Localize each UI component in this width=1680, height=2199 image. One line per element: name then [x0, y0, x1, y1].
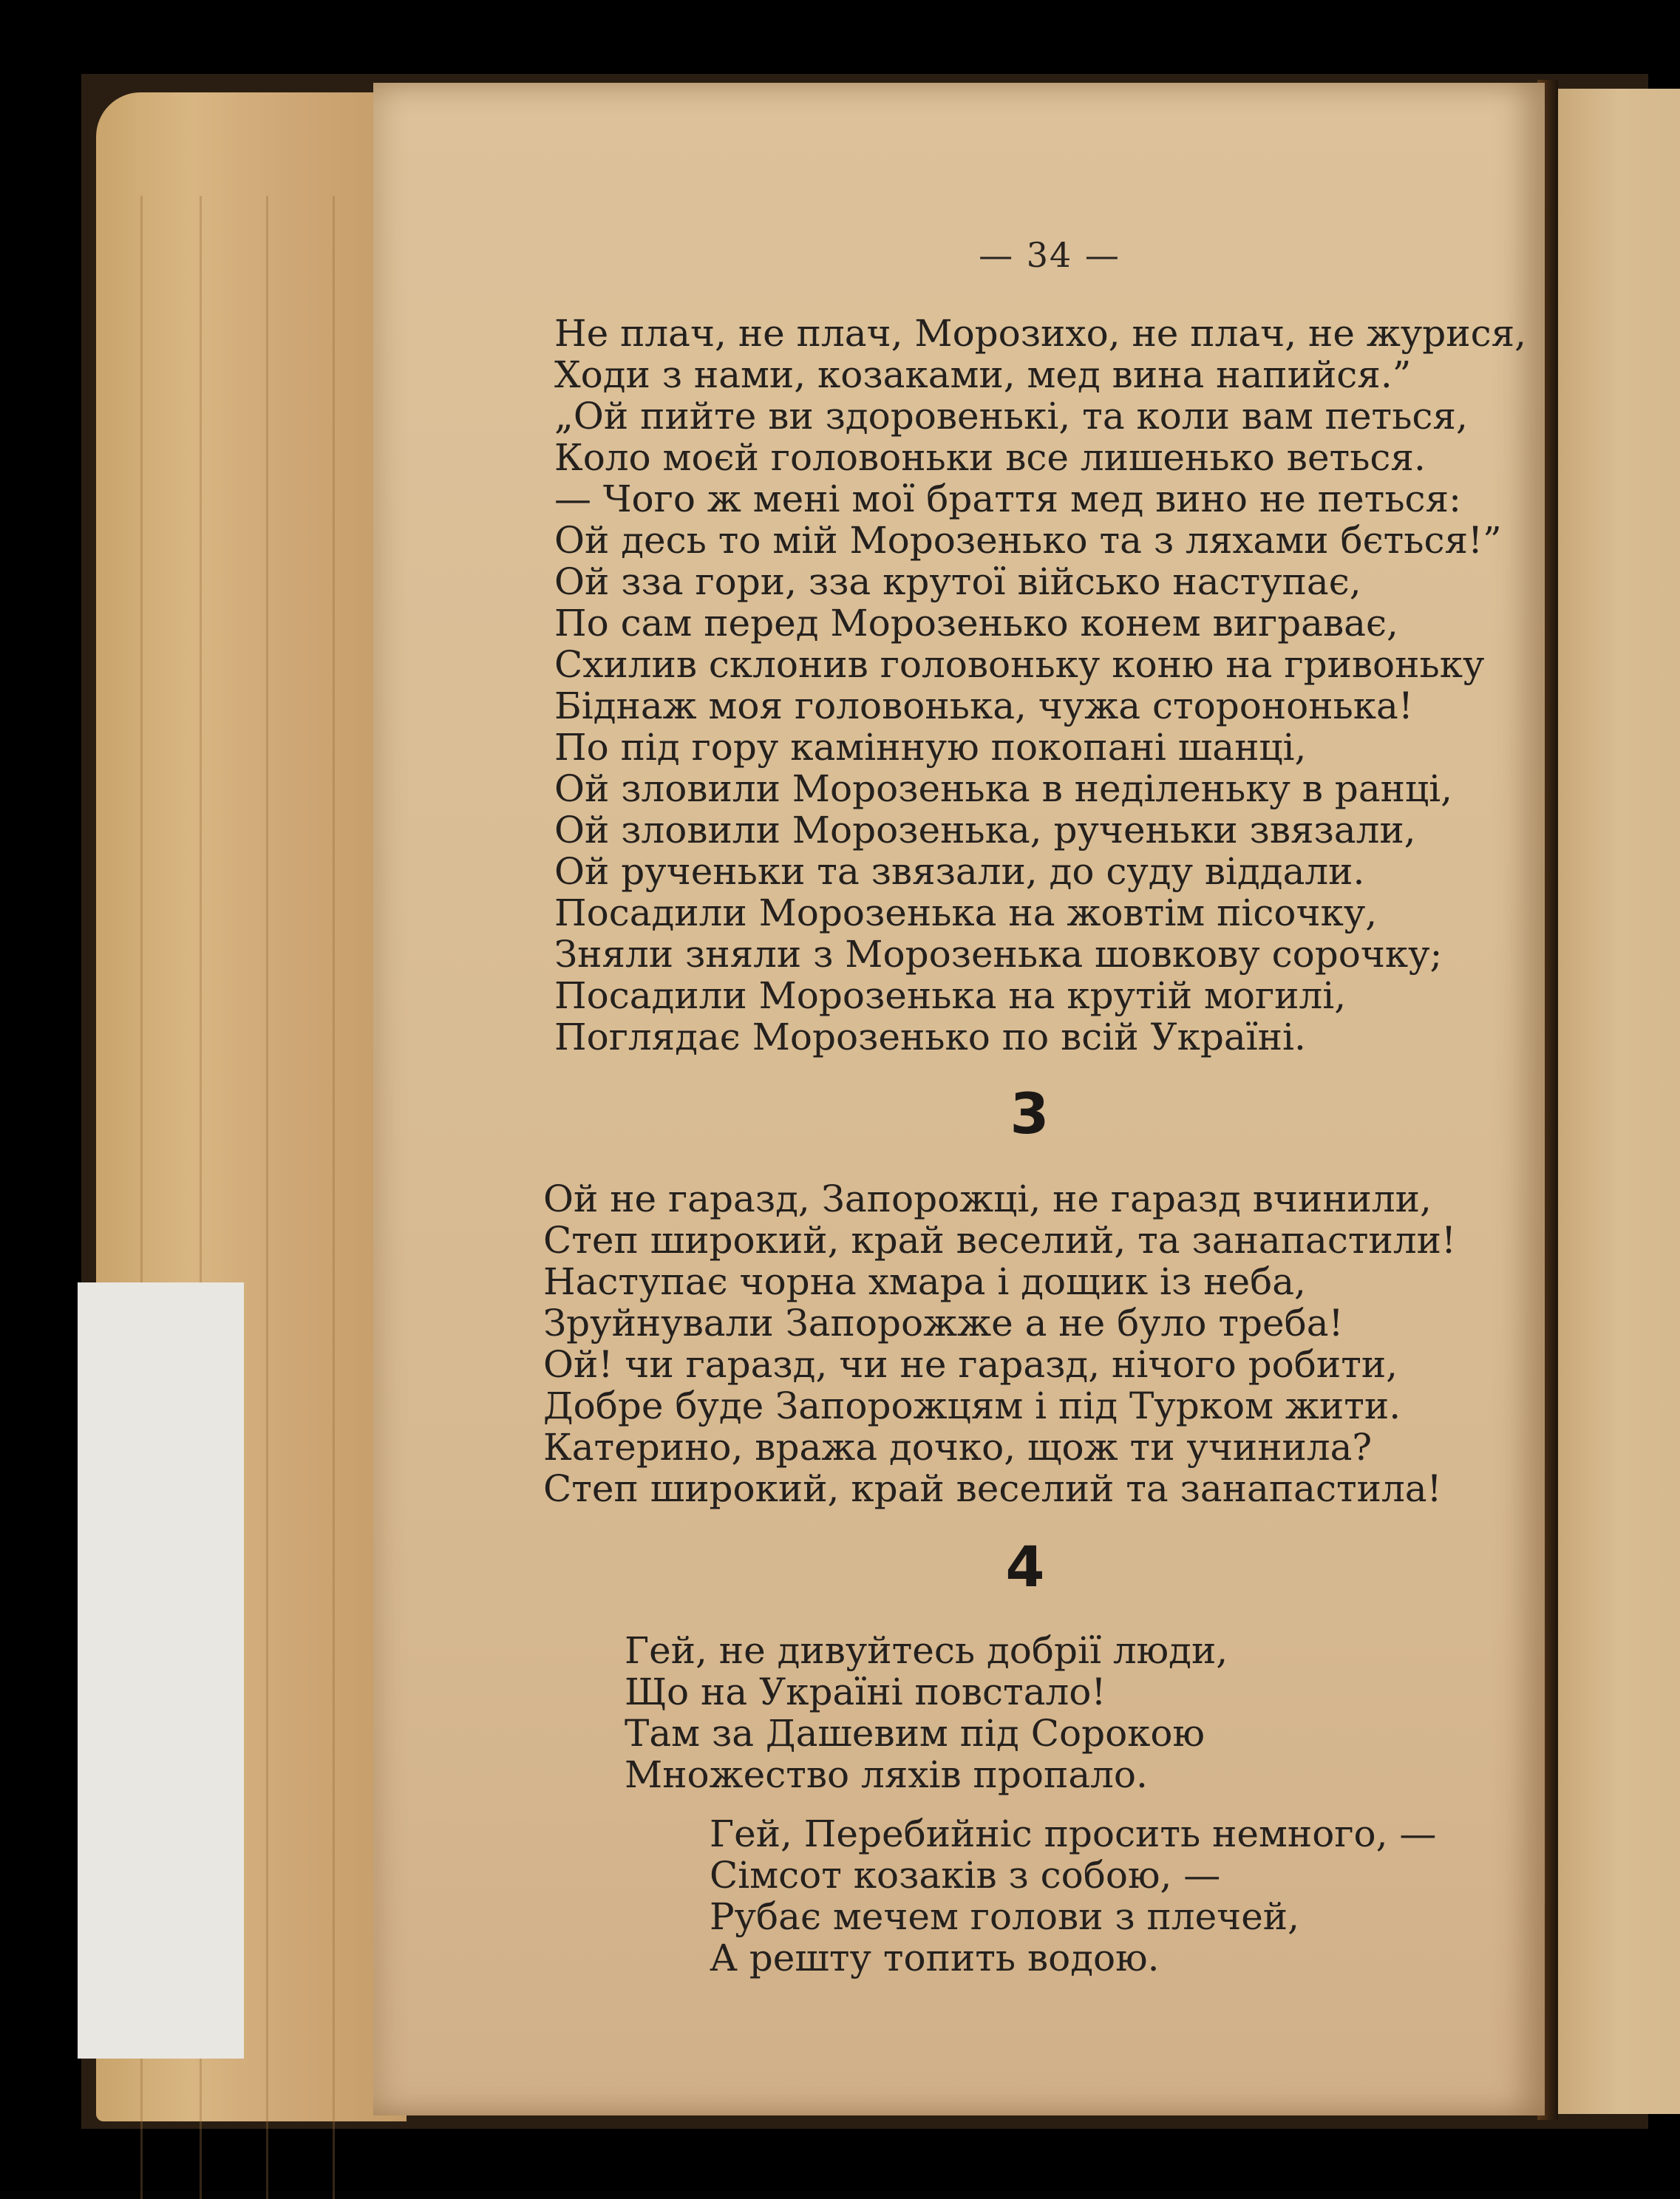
verse-line: Посадили Морозенька на крутій могилі,	[554, 974, 1347, 1017]
verse-line: Ой рученьки та звязали, до суду віддали.	[554, 850, 1365, 893]
verse-line: Сімсот козаків з собою, —	[710, 1854, 1221, 1897]
verse-line: А решту топить водою.	[710, 1937, 1160, 1979]
verse-line: Поглядає Морозенько по всій Україні.	[554, 1016, 1306, 1058]
paper-slip	[78, 1282, 244, 2059]
song-heading-4: 4	[1005, 1534, 1045, 1600]
verse-line: Там за Дашевим під Сорокою	[625, 1712, 1205, 1755]
verse-line: Ходи з нами, козаками, мед вина напийся.”	[554, 353, 1412, 396]
verse-line: Наступає чорна хмара і дощик із неба,	[543, 1260, 1306, 1303]
verse-line: Посадили Морозенька на жовтім пісочку,	[554, 891, 1378, 934]
verse-line: Степ широкий, край веселий, та занапастили!	[543, 1219, 1457, 1262]
page-edge-line	[266, 196, 268, 2199]
verse-line: Ой десь то мій Морозенько та з ляхами бється!”	[554, 519, 1502, 562]
verse-line: Ой не гаразд, Запорожці, не гаразд вчинили,	[543, 1177, 1432, 1220]
song-heading-3: 3	[1010, 1081, 1050, 1146]
verse-line: Катерино, вража дочко, щож ти учинила?	[543, 1426, 1373, 1469]
verse-line: Зняли зняли з Морозенька шовкову сорочку;	[554, 933, 1443, 976]
verse-line: — Чого ж мені мої браття мед вино не петься:	[554, 477, 1461, 520]
verse-line: По сам перед Морозенько конем виграває,	[554, 602, 1398, 645]
verse-line: Добре буде Запорожцям і під Турком жити.	[543, 1384, 1401, 1427]
page-number: — 34 —	[979, 235, 1120, 275]
stanza-song-3	[543, 1178, 1456, 1509]
verse-line: Ой зза гори, зза крутої військо наступає,	[554, 560, 1361, 603]
verse-line: Ой! чи гаразд, чи не гаразд, нічого робити,	[543, 1343, 1398, 1386]
stanza-song-4-first	[625, 1630, 1228, 1795]
verse-line: Рубає мечем голови з плечей,	[710, 1895, 1300, 1938]
page-edge-line	[333, 196, 335, 2199]
verse-line: Ой зловили Морозенька, рученьки звязали,	[554, 809, 1416, 852]
verse-line: „Ой пийте ви здоровенькі, та коли вам петься,	[554, 395, 1468, 438]
verse-line: Схилив склонив головоньку коню на гривоньку	[554, 643, 1485, 686]
verse-line: Ой зловили Морозенька в неділеньку в ранці,	[554, 767, 1452, 810]
verse-line: Гей, не дивуйтесь добрії люди,	[625, 1629, 1228, 1672]
verse-line: Степ широкий, край веселий та занапастила!	[543, 1467, 1442, 1510]
facing-page	[1556, 89, 1680, 2114]
verse-line: Гей, Перебийніс просить немного, —	[710, 1812, 1437, 1855]
verse-line: Не плач, не плач, Морозихо, не плач, не журися,	[554, 312, 1527, 355]
verse-line: По під гору камінную покопані шанці,	[554, 726, 1307, 769]
stanza-song-4-second	[710, 1813, 1436, 1979]
verse-line: Що на Україні повстало!	[625, 1671, 1106, 1713]
verse-line: Зруйнували Запорожже а не було треба!	[543, 1302, 1344, 1345]
verse-line: Множество ляхів пропало.	[625, 1753, 1148, 1796]
verse-line: Коло моєй головоньки все лишенько веться.	[554, 436, 1426, 479]
verse-line: Біднаж моя головонька, чужа сторононька!	[554, 684, 1413, 727]
stanza-morozenko	[554, 313, 1526, 1058]
